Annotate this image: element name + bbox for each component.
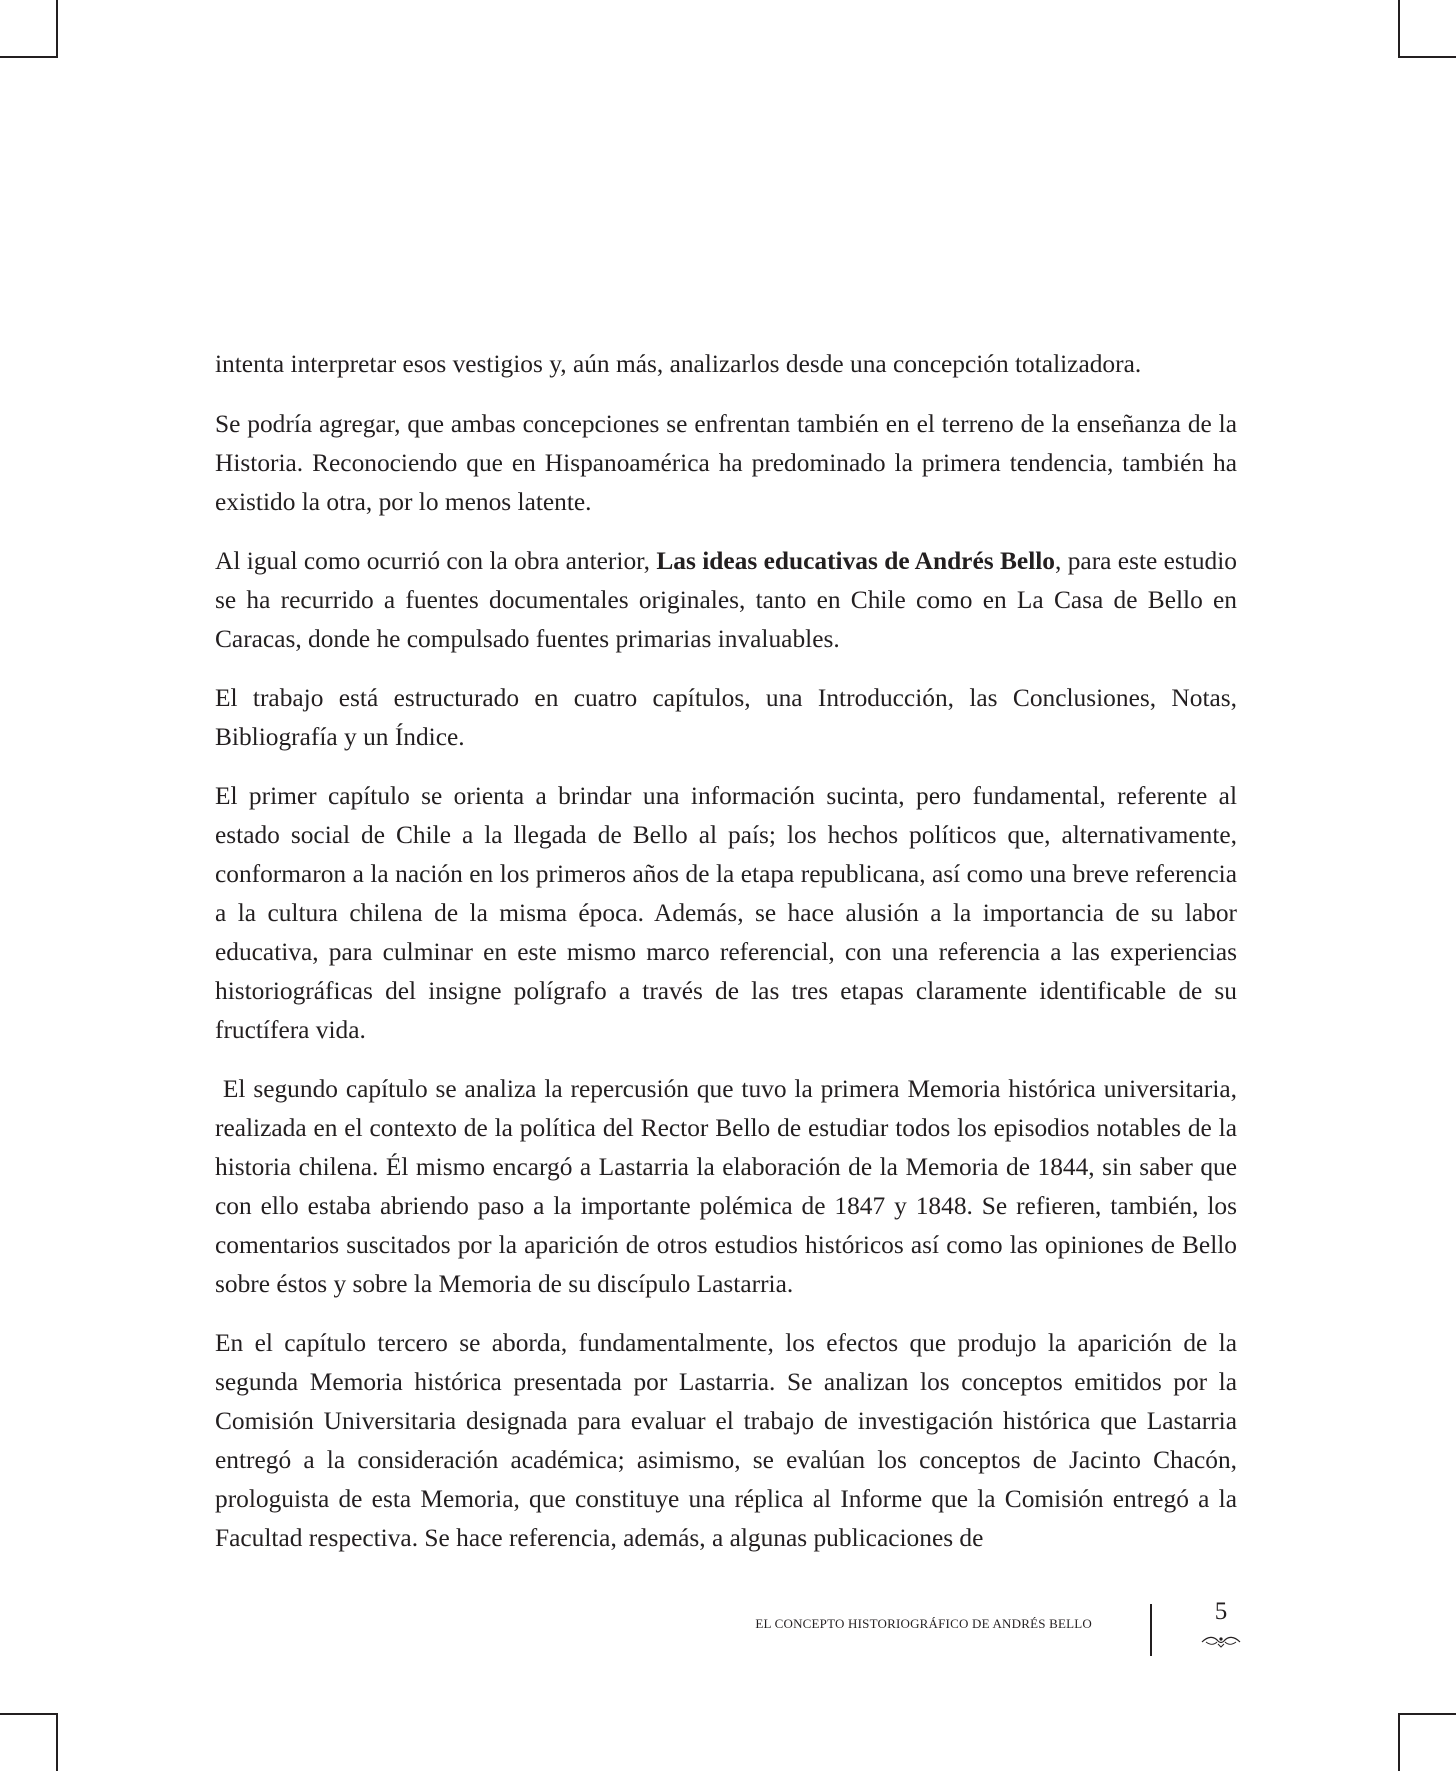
body-text — [215, 345, 1244, 1578]
crop-mark-bottom-left-vertical — [56, 1713, 58, 1771]
paragraph-3-rest: , para este estudio se ha recurrido a fuentes documentales originales, tanto en Chile como en La Casa de Bello en Caracas, donde he compulsado fuentes primarias invaluables. — [215, 547, 1237, 653]
crop-mark-top-right-horizontal — [1398, 56, 1456, 58]
crop-mark-bottom-right-horizontal — [1398, 1713, 1456, 1715]
paragraph-1: intenta interpretar esos vestigios y, aún más, analizarlos desde una concepción totalizadora. — [215, 350, 1142, 378]
crop-mark-top-right-vertical — [1398, 0, 1400, 58]
paragraph-3-lead: Al igual como ocurrió con la obra anterior, — [215, 547, 657, 575]
paragraph-5: El primer capítulo se orienta a brindar una información sucinta, pero fundamental, referente al estado social de Chile a la llegada de Bello al país; los hechos políticos que, alternativamente, conformaron a la nación en los primeros años de la etapa republicana, así como una breve referencia a la cultura chilena de la misma época. Además, se hace alusión a la importancia de su labor educativa, para culminar en este mismo marco referencial, con una referencia a las experiencias historiográficas del insigne polígrafo a través de las tres etapas claramente identificable de su fructífera vida. — [215, 782, 1237, 1044]
paragraph-2: Se podría agregar, que ambas concepciones se enfrentan también en el terreno de la enseñanza de la Historia. Reconociendo que en Hispanoamérica ha predominado la primera tendencia, también ha existido la otra, por lo menos latente. — [215, 410, 1237, 516]
crop-mark-top-left-vertical — [56, 0, 58, 58]
paragraph-7: En el capítulo tercero se aborda, fundamentalmente, los efectos que produjo la aparición de la segunda Memoria histórica presentada por Lastarria. Se analizan los conceptos emitidos por la Comisión Universitaria designada para evaluar el trabajo de investigación histórica que Lastarria entregó a la consideración académica; asimismo, se evalúan los conceptos de Jacinto Chacón, prologuista de esta Memoria, que constituye una réplica al Informe que la Comisión entregó a la Facultad respectiva. Se hace referencia, además, a algunas publicaciones de — [215, 1329, 1237, 1552]
crop-mark-bottom-left-horizontal — [0, 1713, 58, 1715]
crop-mark-top-left-horizontal — [0, 56, 58, 58]
paragraph-4: El trabajo está estructurado en cuatro capítulos, una Introducción, las Conclusiones, Notas, Bibliografía y un Índice. — [215, 684, 1237, 751]
fleuron-ornament-icon — [1196, 1630, 1246, 1650]
book-title-bold: Las ideas educativas de Andrés Bello — [656, 547, 1055, 575]
footer-divider — [1150, 1604, 1152, 1656]
page-number: 5 — [1214, 1598, 1228, 1625]
crop-mark-bottom-right-vertical — [1398, 1713, 1400, 1771]
paragraph-3 — [215, 542, 1237, 659]
running-footer-title: EL CONCEPTO HISTORIOGRÁFICO DE ANDRÉS BELLO — [755, 1616, 1092, 1631]
paragraph-6: El segundo capítulo se analiza la repercusión que tuvo la primera Memoria histórica universitaria, realizada en el contexto de la política del Rector Bello de estudiar todos los episodios notables de la historia chilena. Él mismo encargó a Lastarria la elaboración de la Memoria de 1844, sin saber que con ello estaba abriendo paso a la importante polémica de 1847 y 1848. Se refieren, también, los comentarios suscitados por la aparición de otros estudios históricos así como las opiniones de Bello sobre éstos y sobre la Memoria de su discípulo Lastarria. — [215, 1075, 1244, 1298]
